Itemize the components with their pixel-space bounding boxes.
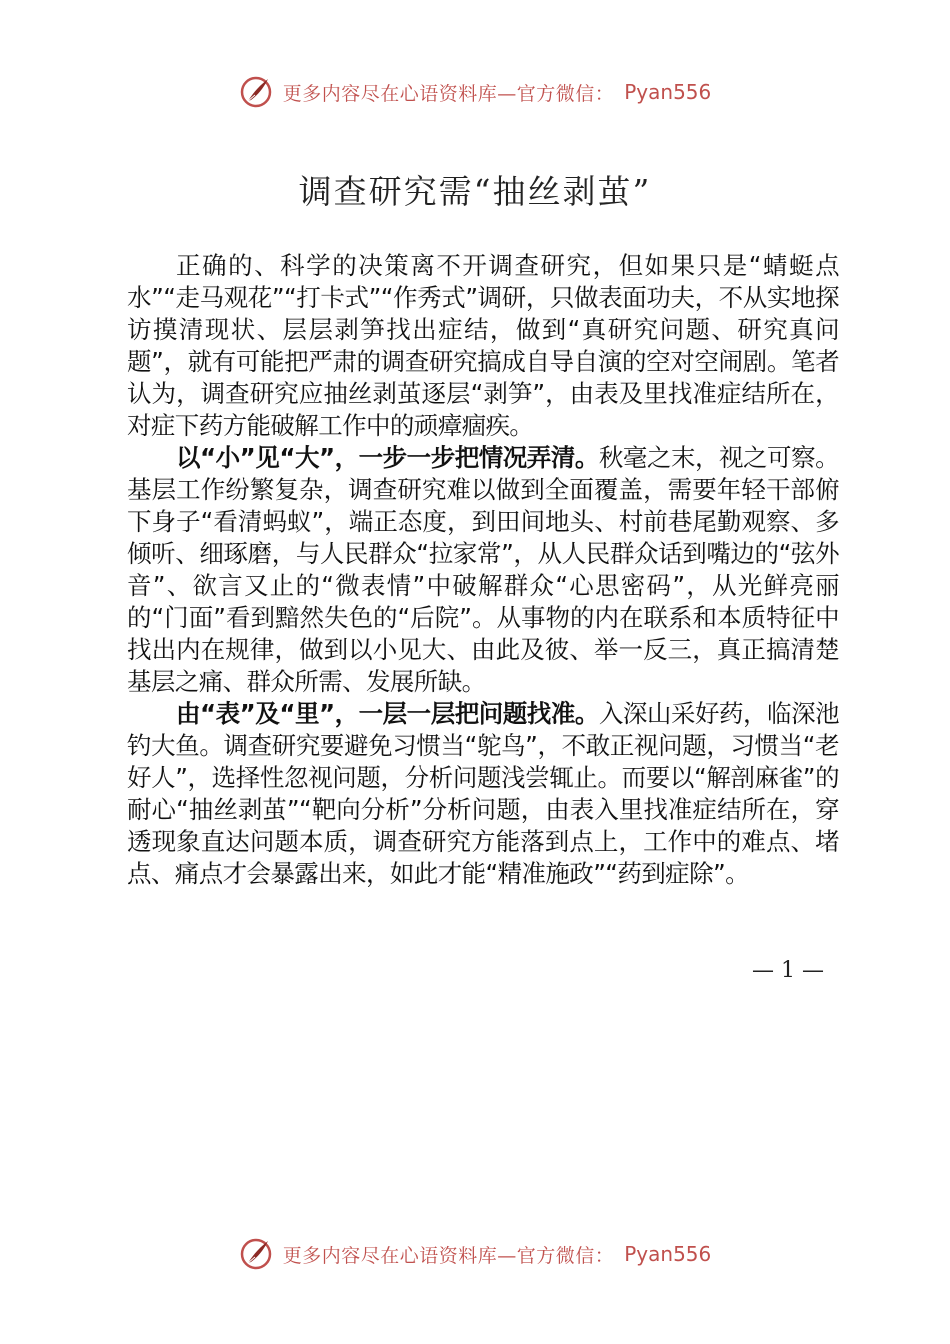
paragraph-text: 入深山采好药，临深池钓大鱼。调查研究要避免习惯当“鸵鸟”，不敢正视问题，习惯当“老好人”，选择性忽视问题，分析问题浅尝辄止。而要以“解剖麻雀”的耐心“抽丝剥茧”“靶向分析”分析问题，由表入里找准症结所在，穿透现象直达问题本质，调查研究方能落到点上，工作中的难点、堵点、痛点才会暴露出来，如此才能“精准施政”“药到症除”。	[127, 699, 839, 888]
watermark-wechat-id: Pyan556	[624, 80, 712, 104]
paragraph-3	[127, 698, 839, 890]
watermark-header	[0, 72, 950, 112]
paragraph-2	[127, 442, 839, 698]
feather-pen-logo-icon	[239, 75, 273, 109]
paragraph-lead: 以“小”见“大”，一步一步把情况弄清。	[176, 443, 599, 472]
watermark-wechat-id: Pyan556	[624, 1242, 712, 1266]
watermark-footer	[0, 1234, 950, 1274]
watermark-text: 更多内容尽在心语资料库—官方微信：	[282, 1244, 615, 1267]
watermark-text: 更多内容尽在心语资料库—官方微信：	[282, 82, 615, 105]
paragraph-text: 正确的、科学的决策离不开调查研究，但如果只是“蜻蜓点水”“走马观花”“打卡式”“作秀式”调研，只做表面功夫，不从实地探访摸清现状、层层剥笋找出症结，做到“真研究问题、研究真问题”，就有可能把严肃的调查研究搞成自导自演的空对空闹剧。笔者认为，调查研究应抽丝剥茧逐层“剥笋”，由表及里找准症结所在，对症下药方能破解工作中的顽瘴痼疾。	[127, 251, 839, 440]
feather-pen-logo-icon	[239, 1237, 273, 1271]
document-body	[127, 250, 839, 890]
document-title: 调查研究需“抽丝剥茧”	[298, 172, 652, 211]
paragraph-text: 秋毫之末，视之可察。基层工作纷繁复杂，调查研究难以做到全面覆盖，需要年轻干部俯下身子“看清蚂蚁”，端正态度，到田间地头、村前巷尾勤观察、多倾听、细琢磨，与人民群众“拉家常”，从人民群众话到嘴边的“弦外音”、欲言又止的“微表情”中破解群众“心思密码”，从光鲜亮丽的“门面”看到黯然失色的“后院”。从事物的内在联系和本质特征中找出内在规律，做到以小见大、由此及彼、举一反三，真正搞清楚基层之痛、群众所需、发展所缺。	[127, 443, 839, 696]
paragraph-lead: 由“表”及“里”，一层一层把问题找准。	[176, 699, 599, 728]
page-number: — 1 —	[752, 958, 824, 983]
paragraph-1	[127, 250, 839, 442]
